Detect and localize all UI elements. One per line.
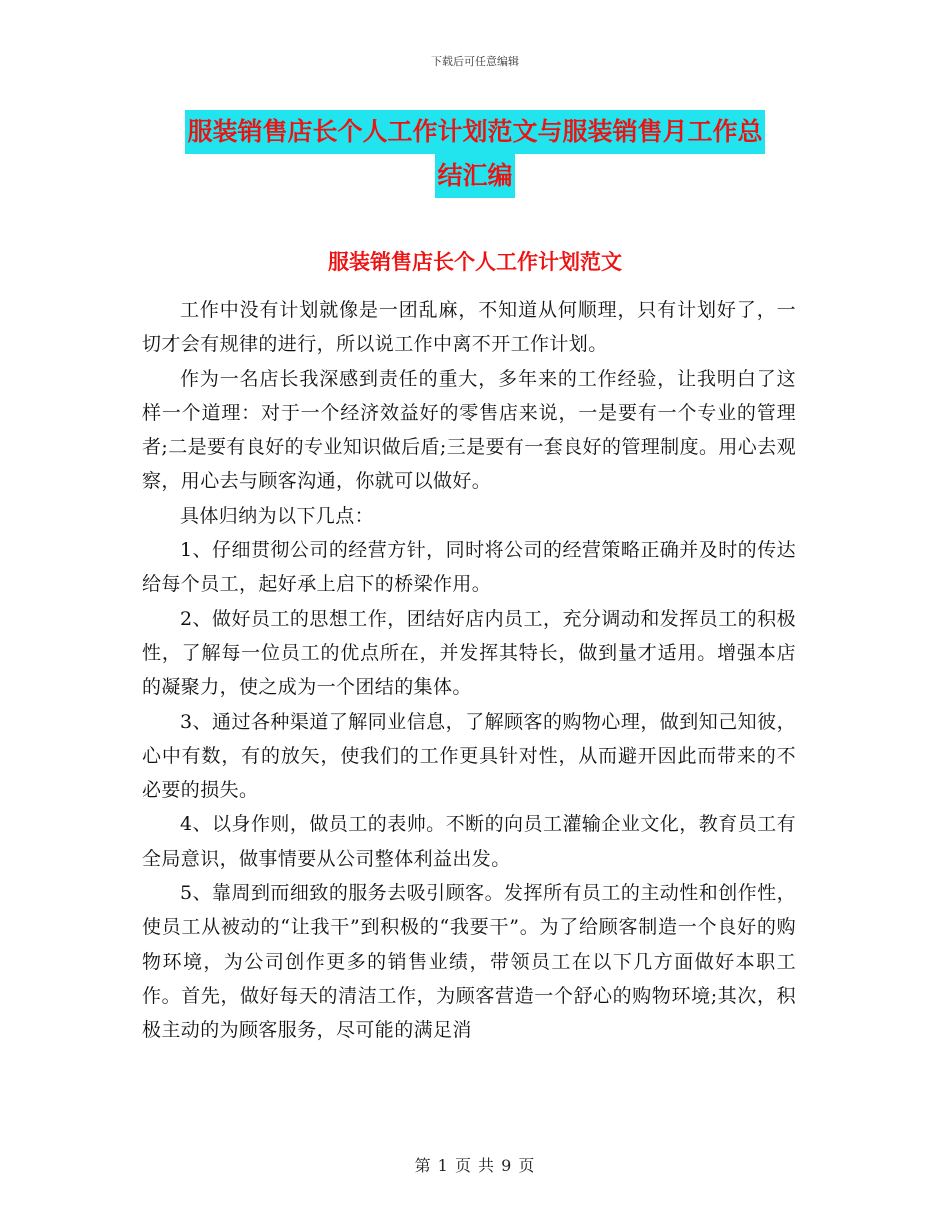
list-item: 3、通过各种渠道了解同业信息，了解顾客的购物心理，做到知己知彼，心中有数，有的放矢，使我们的工作更具针对性，从而避开因此而带来的不必要的损失。	[142, 710, 796, 802]
document-title	[0, 110, 950, 198]
paragraph: 作为一名店长我深感到责任的重大，多年来的工作经验，让我明白了这样一个道理：对于一个经济效益好的零售店来说，一是要有一个专业的管理者;二是要有良好的专业知识做后盾;三是要有一套良好的管理制度。用心去观察，用心去与顾客沟通，你就可以做好。	[142, 367, 796, 493]
header-note: 下载后可任意编辑	[431, 55, 519, 68]
document-title-line-1: 服装销售店长个人工作计划范文与服装销售月工作总	[185, 110, 764, 154]
document-title-line-2: 结汇编	[435, 154, 514, 198]
page-number: 第 1 页 共 9 页	[414, 1156, 536, 1175]
list-item: 2、做好员工的思想工作，团结好店内员工，充分调动和发挥员工的积极性，了解每一位员工的优点所在，并发挥其特长，做到量才适用。增强本店的凝聚力，使之成为一个团结的集体。	[142, 607, 796, 699]
paragraph: 具体归纳为以下几点：	[180, 504, 375, 527]
list-item: 5、靠周到而细致的服务去吸引顾客。发挥所有员工的主动性和创作性，使员工从被动的“让我干”到积极的“我要干”。为了给顾客制造一个良好的购物环境，为公司创作更多的销售业绩，带领员工在以下几方面做好本职工作。首先，做好每天的清洁工作，为顾客营造一个舒心的购物环境;其次，积极主动的为顾客服务，尽可能的满足消	[142, 882, 796, 1042]
section-title: 服装销售店长个人工作计划范文	[328, 250, 622, 274]
paragraph: 工作中没有计划就像是一团乱麻，不知道从何顺理，只有计划好了，一切才会有规律的进行，所以说工作中离不开工作计划。	[142, 299, 796, 356]
body-text	[142, 293, 796, 1048]
list-item: 1、仔细贯彻公司的经营方针，同时将公司的经营策略正确并及时的传达给每个员工，起好承上启下的桥梁作用。	[142, 539, 796, 596]
list-item: 4、以身作则，做员工的表帅。不断的向员工灌输企业文化，教育员工有全局意识，做事情要从公司整体利益出发。	[142, 813, 796, 870]
